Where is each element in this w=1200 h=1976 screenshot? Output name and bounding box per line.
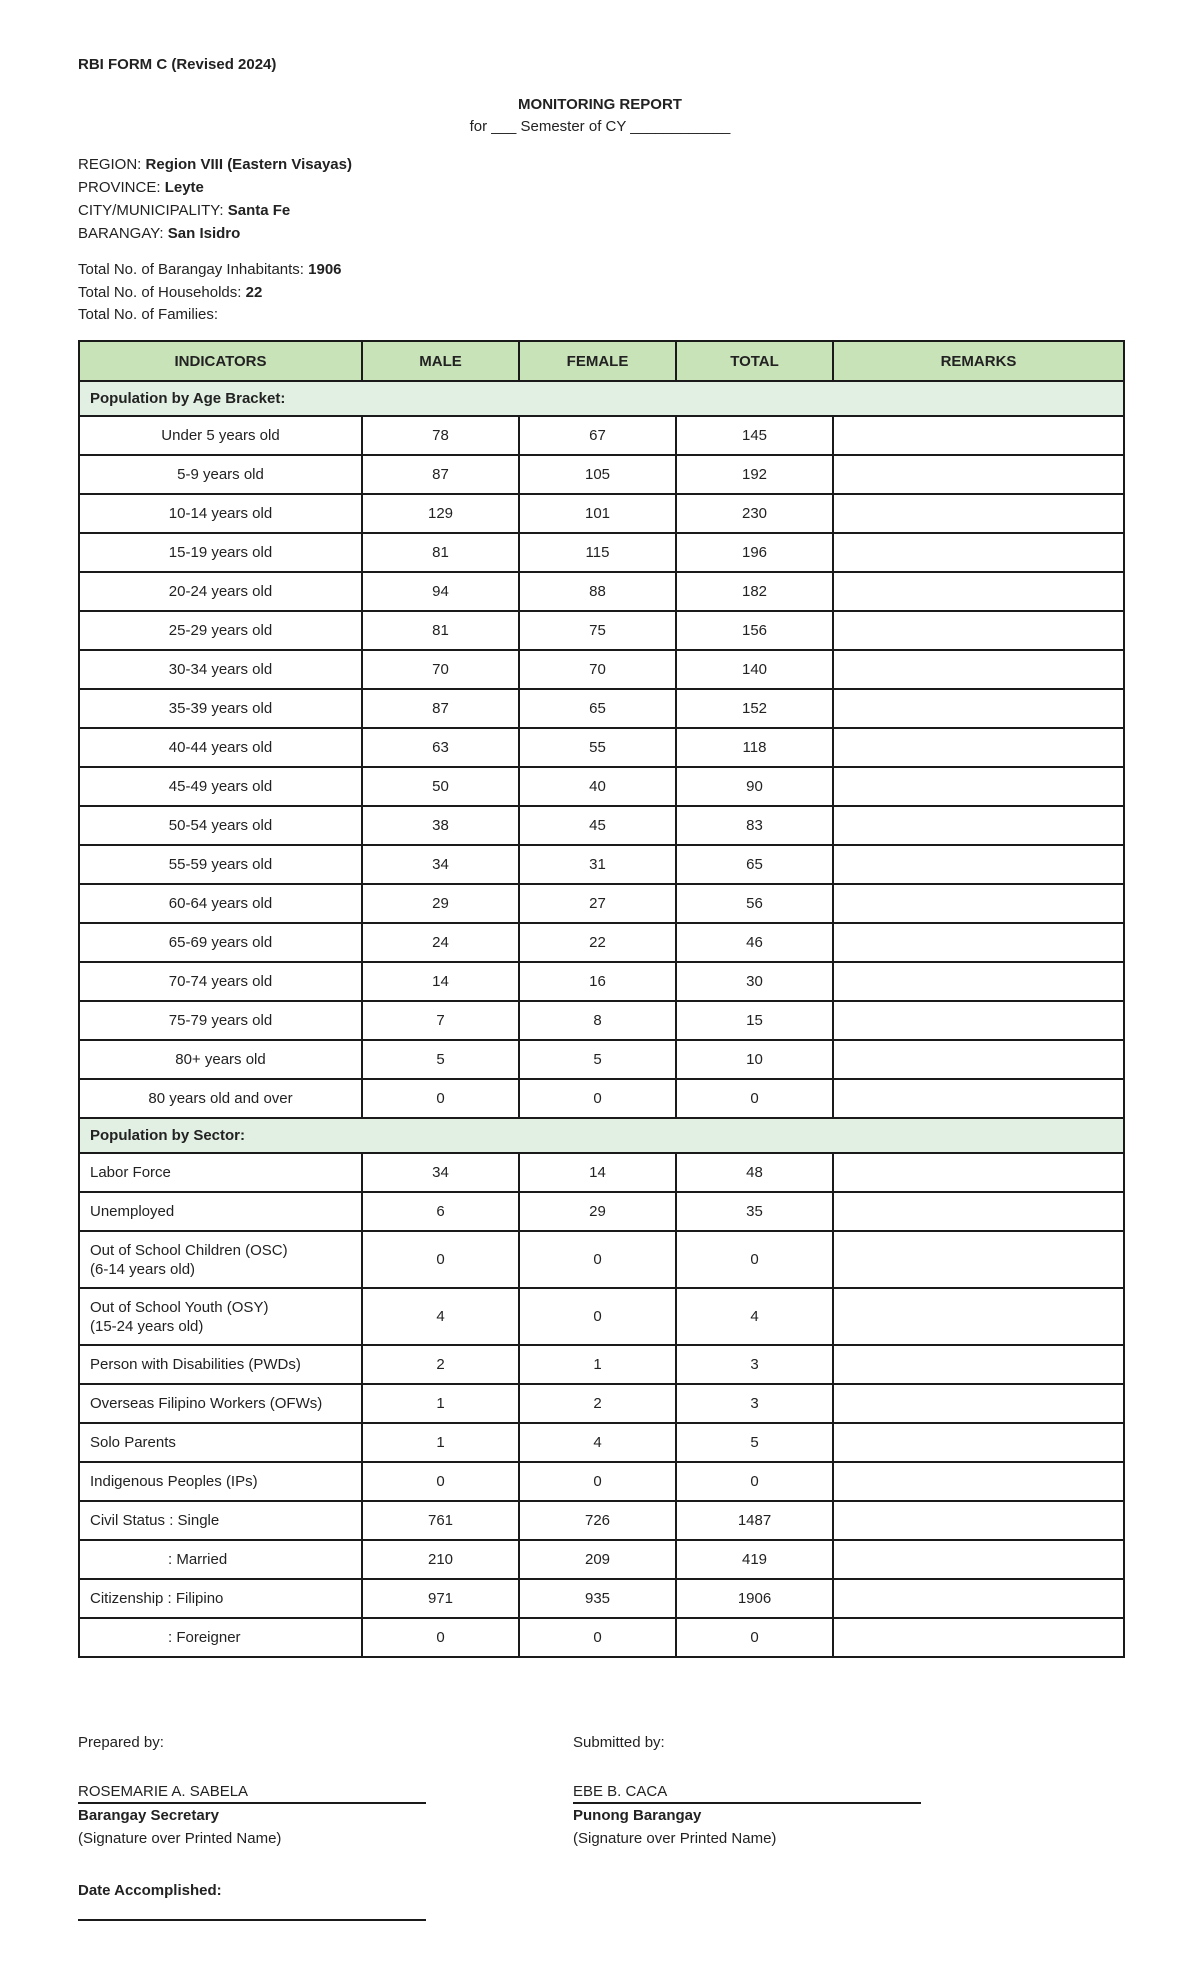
remarks-cell[interactable]	[833, 884, 1124, 923]
header-female: FEMALE	[519, 341, 676, 381]
submitted-by-label: Submitted by:	[573, 1734, 665, 1751]
remarks-cell[interactable]	[833, 533, 1124, 572]
total-cell: 3	[676, 1345, 833, 1384]
total-cell: 1487	[676, 1501, 833, 1540]
female-cell: 0	[519, 1079, 676, 1118]
indicator-cell: 70-74 years old	[79, 962, 362, 1001]
indicator-cell: 75-79 years old	[79, 1001, 362, 1040]
total-cell: 0	[676, 1462, 833, 1501]
female-cell: 67	[519, 416, 676, 455]
city-line	[78, 199, 352, 222]
female-cell: 45	[519, 806, 676, 845]
table-row	[79, 533, 1124, 572]
city-label: CITY/MUNICIPALITY:	[78, 202, 224, 219]
inhabitants-value: 1906	[308, 261, 342, 278]
inhabitants-line	[78, 259, 342, 282]
total-cell: 10	[676, 1040, 833, 1079]
remarks-cell[interactable]	[833, 1040, 1124, 1079]
indicator-cell: 15-19 years old	[79, 533, 362, 572]
header-total: TOTAL	[676, 341, 833, 381]
female-cell: 88	[519, 572, 676, 611]
total-cell: 0	[676, 1231, 833, 1288]
indicator-cell: Labor Force	[79, 1153, 362, 1192]
table-row	[79, 1384, 1124, 1423]
table-row	[79, 1040, 1124, 1079]
female-cell: 0	[519, 1618, 676, 1657]
male-cell: 24	[362, 923, 519, 962]
remarks-cell[interactable]	[833, 1540, 1124, 1579]
title-block	[0, 94, 1200, 138]
indicator-cell: 10-14 years old	[79, 494, 362, 533]
female-cell: 726	[519, 1501, 676, 1540]
female-cell: 0	[519, 1288, 676, 1345]
table-row	[79, 884, 1124, 923]
families-label: Total No. of Families:	[78, 306, 219, 323]
total-cell: 192	[676, 455, 833, 494]
male-cell: 87	[362, 689, 519, 728]
female-cell: 65	[519, 689, 676, 728]
table-row	[79, 455, 1124, 494]
male-cell: 34	[362, 1153, 519, 1192]
remarks-cell[interactable]	[833, 1192, 1124, 1231]
table-row	[79, 1423, 1124, 1462]
total-cell: 196	[676, 533, 833, 572]
female-cell: 0	[519, 1231, 676, 1288]
male-cell: 1	[362, 1384, 519, 1423]
male-cell: 0	[362, 1618, 519, 1657]
female-cell: 31	[519, 845, 676, 884]
male-cell: 129	[362, 494, 519, 533]
prepared-by-block	[78, 1731, 426, 1850]
remarks-cell[interactable]	[833, 1231, 1124, 1288]
female-cell: 4	[519, 1423, 676, 1462]
province-label: PROVINCE:	[78, 179, 161, 196]
indicator-cell: 55-59 years old	[79, 845, 362, 884]
table-row	[79, 572, 1124, 611]
indicator-cell: 5-9 years old	[79, 455, 362, 494]
location-block	[78, 153, 352, 245]
male-cell: 4	[362, 1288, 519, 1345]
male-cell: 1	[362, 1423, 519, 1462]
female-cell: 101	[519, 494, 676, 533]
table-row	[79, 1288, 1124, 1345]
remarks-cell[interactable]	[833, 494, 1124, 533]
female-cell: 16	[519, 962, 676, 1001]
female-cell: 14	[519, 1153, 676, 1192]
male-cell: 0	[362, 1079, 519, 1118]
barangay-label: BARANGAY:	[78, 225, 164, 242]
table-row	[79, 650, 1124, 689]
region-line	[78, 153, 352, 176]
indicator-cell: Citizenship : Filipino	[79, 1579, 362, 1618]
remarks-cell[interactable]	[833, 728, 1124, 767]
report-subtitle: for ___ Semester of CY ____________	[469, 118, 731, 135]
form-code: RBI FORM C (Revised 2024)	[78, 56, 277, 73]
male-cell: 5	[362, 1040, 519, 1079]
remarks-cell[interactable]	[833, 1079, 1124, 1118]
region-label: REGION:	[78, 156, 142, 173]
indicator-cell: 80 years old and over	[79, 1079, 362, 1118]
female-cell: 75	[519, 611, 676, 650]
total-cell: 30	[676, 962, 833, 1001]
male-cell: 761	[362, 1501, 519, 1540]
totals-block	[78, 259, 342, 327]
total-cell: 156	[676, 611, 833, 650]
table-row	[79, 1001, 1124, 1040]
remarks-cell[interactable]	[833, 1384, 1124, 1423]
remarks-cell[interactable]	[833, 1345, 1124, 1384]
indicator-cell	[79, 1231, 362, 1288]
female-cell: 1	[519, 1345, 676, 1384]
total-cell: 152	[676, 689, 833, 728]
remarks-cell[interactable]	[833, 1153, 1124, 1192]
indicator-cell: 65-69 years old	[79, 923, 362, 962]
remarks-cell[interactable]	[833, 1462, 1124, 1501]
table-row	[79, 1579, 1124, 1618]
remarks-cell[interactable]	[833, 455, 1124, 494]
total-cell: 48	[676, 1153, 833, 1192]
female-cell: 22	[519, 923, 676, 962]
section-label-sector: Population by Sector:	[79, 1118, 1124, 1153]
table-row	[79, 494, 1124, 533]
female-cell: 5	[519, 1040, 676, 1079]
indicator-cell: 30-34 years old	[79, 650, 362, 689]
remarks-cell[interactable]	[833, 611, 1124, 650]
table-row	[79, 611, 1124, 650]
indicator-cell: Under 5 years old	[79, 416, 362, 455]
submitted-by-position: Punong Barangay	[573, 1807, 702, 1824]
male-cell: 81	[362, 533, 519, 572]
total-cell: 4	[676, 1288, 833, 1345]
table-row	[79, 1192, 1124, 1231]
indicator-cell: Solo Parents	[79, 1423, 362, 1462]
indicator-label: Out of School Children (OSC)	[90, 1241, 288, 1259]
remarks-cell[interactable]	[833, 1579, 1124, 1618]
date-accomplished-line[interactable]	[78, 1919, 426, 1921]
barangay-value: San Isidro	[167, 225, 241, 242]
male-cell: 2	[362, 1345, 519, 1384]
section-label-age: Population by Age Bracket:	[79, 381, 1124, 416]
remarks-cell[interactable]	[833, 650, 1124, 689]
table-row	[79, 806, 1124, 845]
households-value: 22	[245, 283, 263, 301]
barangay-line	[78, 222, 352, 245]
table-row	[79, 1153, 1124, 1192]
remarks-cell[interactable]	[833, 1618, 1124, 1657]
male-cell: 78	[362, 416, 519, 455]
table-row	[79, 728, 1124, 767]
remarks-cell[interactable]	[833, 1001, 1124, 1040]
male-cell: 6	[362, 1192, 519, 1231]
table-header-row	[79, 341, 1124, 381]
indicator-cell: 40-44 years old	[79, 728, 362, 767]
date-accomplished-label: Date Accomplished:	[78, 1882, 222, 1899]
male-cell: 94	[362, 572, 519, 611]
indicator-cell: : Married	[79, 1540, 362, 1579]
remarks-cell[interactable]	[833, 845, 1124, 884]
remarks-cell[interactable]	[833, 1288, 1124, 1345]
prepared-by-position: Barangay Secretary	[78, 1807, 219, 1824]
total-cell: 140	[676, 650, 833, 689]
male-cell: 50	[362, 767, 519, 806]
prepared-by-label: Prepared by:	[78, 1734, 164, 1751]
remarks-cell[interactable]	[833, 923, 1124, 962]
province-line	[78, 176, 352, 199]
total-cell: 5	[676, 1423, 833, 1462]
indicator-label: Out of School Youth (OSY)	[90, 1298, 269, 1316]
female-cell: 40	[519, 767, 676, 806]
table-row	[79, 1345, 1124, 1384]
indicator-cell: Indigenous Peoples (IPs)	[79, 1462, 362, 1501]
prepared-by-name: ROSEMARIE A. SABELA	[78, 1780, 426, 1804]
male-cell: 0	[362, 1462, 519, 1501]
table-row	[79, 1540, 1124, 1579]
remarks-cell[interactable]	[833, 572, 1124, 611]
remarks-cell[interactable]	[833, 689, 1124, 728]
male-cell: 971	[362, 1579, 519, 1618]
submitted-by-block	[573, 1731, 921, 1850]
table-row	[79, 923, 1124, 962]
table-row	[79, 416, 1124, 455]
female-cell: 935	[519, 1579, 676, 1618]
total-cell: 230	[676, 494, 833, 533]
remarks-cell[interactable]	[833, 416, 1124, 455]
indicator-cell: Civil Status : Single	[79, 1501, 362, 1540]
male-cell: 29	[362, 884, 519, 923]
indicator-cell: 80+ years old	[79, 1040, 362, 1079]
male-cell: 38	[362, 806, 519, 845]
total-cell: 145	[676, 416, 833, 455]
table-row	[79, 962, 1124, 1001]
male-cell: 14	[362, 962, 519, 1001]
indicator-cell: 35-39 years old	[79, 689, 362, 728]
table-row	[79, 1231, 1124, 1288]
male-cell: 0	[362, 1231, 519, 1288]
male-cell: 7	[362, 1001, 519, 1040]
male-cell: 34	[362, 845, 519, 884]
indicator-cell: 20-24 years old	[79, 572, 362, 611]
section-row-sector	[79, 1118, 1124, 1153]
inhabitants-label: Total No. of Barangay Inhabitants:	[78, 261, 304, 278]
indicator-sublabel: (15-24 years old)	[90, 1317, 204, 1335]
table-row	[79, 767, 1124, 806]
indicator-cell: : Foreigner	[79, 1618, 362, 1657]
total-cell: 15	[676, 1001, 833, 1040]
indicators-table	[78, 340, 1125, 1658]
prepared-by-note: (Signature over Printed Name)	[78, 1830, 282, 1847]
indicator-cell: 50-54 years old	[79, 806, 362, 845]
male-cell: 70	[362, 650, 519, 689]
indicator-cell: 25-29 years old	[79, 611, 362, 650]
region-value: Region VIII (Eastern Visayas)	[145, 156, 352, 173]
male-cell: 63	[362, 728, 519, 767]
total-cell: 90	[676, 767, 833, 806]
female-cell: 27	[519, 884, 676, 923]
indicator-cell: 60-64 years old	[79, 884, 362, 923]
total-cell: 0	[676, 1079, 833, 1118]
indicator-cell: 45-49 years old	[79, 767, 362, 806]
total-cell: 65	[676, 845, 833, 884]
total-cell: 182	[676, 572, 833, 611]
submitted-by-name: EBE B. CACA	[573, 1780, 921, 1804]
total-cell: 1906	[676, 1579, 833, 1618]
table-row	[79, 1618, 1124, 1657]
female-cell: 2	[519, 1384, 676, 1423]
households-label: Total No. of Households:	[78, 283, 242, 301]
header-male: MALE	[362, 341, 519, 381]
remarks-cell[interactable]	[833, 806, 1124, 845]
female-cell: 0	[519, 1462, 676, 1501]
families-line	[78, 304, 342, 327]
indicator-cell	[79, 1288, 362, 1345]
female-cell: 115	[519, 533, 676, 572]
indicator-cell: Overseas Filipino Workers (OFWs)	[79, 1384, 362, 1423]
male-cell: 87	[362, 455, 519, 494]
header-remarks: REMARKS	[833, 341, 1124, 381]
table-row	[79, 1462, 1124, 1501]
remarks-cell[interactable]	[833, 962, 1124, 1001]
total-cell: 56	[676, 884, 833, 923]
header-indicators: INDICATORS	[79, 341, 362, 381]
remarks-cell[interactable]	[833, 767, 1124, 806]
total-cell: 419	[676, 1540, 833, 1579]
indicator-sublabel: (6-14 years old)	[90, 1260, 196, 1278]
remarks-cell[interactable]	[833, 1423, 1124, 1462]
total-cell: 83	[676, 806, 833, 845]
total-cell: 0	[676, 1618, 833, 1657]
indicator-cell: Person with Disabilities (PWDs)	[79, 1345, 362, 1384]
province-value: Leyte	[164, 179, 204, 196]
male-cell: 210	[362, 1540, 519, 1579]
table-row	[79, 1501, 1124, 1540]
table-row	[79, 1079, 1124, 1118]
male-cell: 81	[362, 611, 519, 650]
city-value: Santa Fe	[227, 202, 291, 219]
section-row-age	[79, 381, 1124, 416]
female-cell: 55	[519, 728, 676, 767]
female-cell: 105	[519, 455, 676, 494]
female-cell: 29	[519, 1192, 676, 1231]
submitted-by-note: (Signature over Printed Name)	[573, 1830, 777, 1847]
total-cell: 118	[676, 728, 833, 767]
female-cell: 70	[519, 650, 676, 689]
total-cell: 35	[676, 1192, 833, 1231]
households-line	[78, 282, 342, 305]
female-cell: 209	[519, 1540, 676, 1579]
table-row	[79, 845, 1124, 884]
remarks-cell[interactable]	[833, 1501, 1124, 1540]
total-cell: 3	[676, 1384, 833, 1423]
table-row	[79, 689, 1124, 728]
report-title: MONITORING REPORT	[518, 96, 682, 113]
indicator-cell: Unemployed	[79, 1192, 362, 1231]
female-cell: 8	[519, 1001, 676, 1040]
total-cell: 46	[676, 923, 833, 962]
